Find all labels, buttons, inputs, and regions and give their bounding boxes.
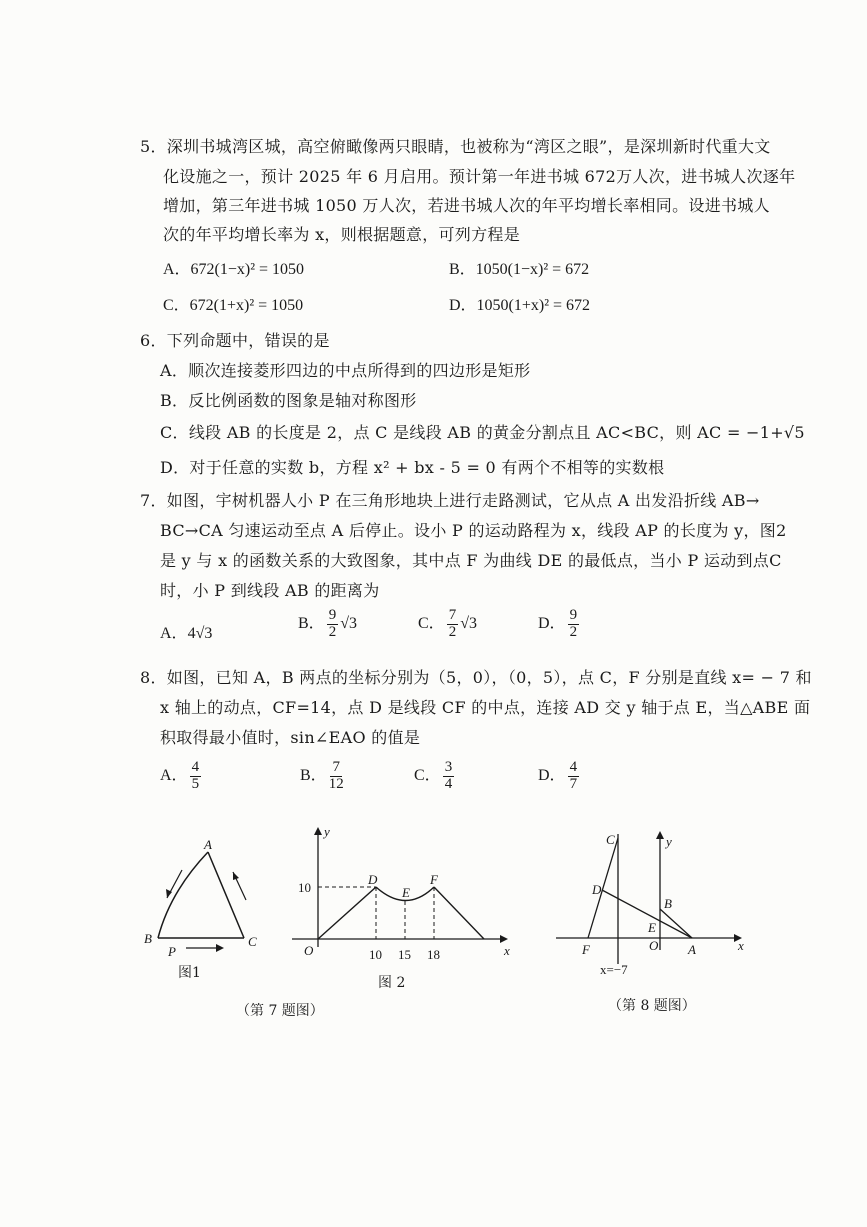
q8-line-2: x 轴上的动点，CF=14，点 D 是线段 CF 的中点，连接 AD 交 y 轴于点 E，当△ABE 面 <box>160 698 811 717</box>
curve-od <box>318 887 376 939</box>
q7-option-c: C． $\frac{7}{2}$ √3 <box>418 607 477 640</box>
x-tick-15: 15 <box>398 947 411 962</box>
x-label: x <box>504 943 510 958</box>
q5-line-2: 化设施之一，预计 2025 年 6 月启用。预计第一年进书城 672万人次，进书城人次逐年 <box>163 167 796 186</box>
label-d: D <box>368 872 378 887</box>
label-c: C <box>606 832 615 847</box>
x-label: x <box>738 938 744 953</box>
label-a: A <box>204 837 212 852</box>
q7-figure-caption: （第 7 题图） <box>236 1003 324 1019</box>
q7-line-4: 时，小 P 到线段 AB 的距离为 <box>160 581 380 600</box>
arrow-bottom-head-icon <box>216 944 224 952</box>
label-c: C <box>248 934 257 949</box>
q7-option-a: A．4√3 <box>160 625 213 642</box>
arrow-right-head-icon <box>233 872 239 880</box>
q8-line-1: 8．如图，已知 A，B 两点的坐标分别为（5，0），（0，5），点 C，F 分别是直线 x= − 7 和 <box>140 668 812 687</box>
q8-line-3: 积取得最小值时，sin∠EAO 的值是 <box>160 728 421 747</box>
q7-option-b-frac: $\frac{9}{2}$ <box>328 607 337 640</box>
y-label: y <box>324 824 330 839</box>
q6-option-d: D．对于任意的实数 b，方程 x² + bx - 5 = 0 有两个不相等的实数根 <box>160 458 665 477</box>
y-axis-arrow-icon <box>656 831 664 839</box>
triangle-ca <box>208 852 244 938</box>
figure-1-caption: 图1 <box>178 965 201 981</box>
x-tick-10: 10 <box>369 947 382 962</box>
q6-option-a: A．顺次连接菱形四边的中点所得到的四边形是矩形 <box>160 361 531 380</box>
q7-option-c-frac: $\frac{7}{2}$ <box>448 607 457 640</box>
q8-option-c: C． $\frac{3}{4}$ <box>414 759 453 792</box>
q5-option-a: A．672(1−x)² = 1050 <box>163 261 305 278</box>
y-axis-arrow-icon <box>314 827 322 835</box>
q5-line-1: 5．深圳书城湾区城，高空俯瞰像两只眼睛，也被称为“湾区之眼”，是深圳新时代重大文 <box>140 137 771 156</box>
origin-label: O <box>304 943 314 958</box>
label-p: P <box>168 944 176 959</box>
figure-2-caption: 图 2 <box>378 975 406 991</box>
line-x-neg7-label: x=−7 <box>600 962 628 977</box>
q8-figure-caption: （第 8 题图） <box>608 998 696 1014</box>
figure-2-graph <box>284 822 520 972</box>
q5-line-3: 增加，第三年进书城 1050 万人次，若进书城人次的年平均增长率相同。设进书城人 <box>163 196 770 215</box>
q8-option-a: A． $\frac{4}{5}$ <box>160 759 200 792</box>
q7-line-2: BC→CA 匀速运动至点 A 后停止。设小 P 的运动路程为 x，线段 AP 的长度为 y，图2 <box>160 521 787 540</box>
label-o: O <box>649 938 659 953</box>
label-d: D <box>592 882 602 897</box>
label-b: B <box>664 896 672 911</box>
figure-1-triangle <box>140 832 270 962</box>
q5-option-d: D．1050(1+x)² = 672 <box>449 297 591 314</box>
q7-option-d-frac: $\frac{9}{2}$ <box>569 607 578 640</box>
q8-option-d: D． $\frac{4}{7}$ <box>538 759 578 792</box>
x-axis-arrow-icon <box>500 935 508 943</box>
q5-line-4: 次的年平均增长率为 x，则根据题意，可列方程是 <box>163 225 521 244</box>
q8-option-b: B． $\frac{7}{12}$ <box>300 759 344 792</box>
label-f: F <box>582 942 590 957</box>
q6-option-c: C．线段 AB 的长度是 2，点 C 是线段 AB 的黄金分割点且 AC<BC，则 AC = −1+√5 <box>160 423 805 442</box>
x-tick-18: 18 <box>427 947 440 962</box>
q7-option-d: D． $\frac{9}{2}$ <box>538 607 578 640</box>
q7-option-a-value: 4√3 <box>187 625 213 642</box>
q6-stem: 6．下列命题中，错误的是 <box>140 331 330 350</box>
triangle-ab <box>158 852 208 938</box>
q7-line-1: 7．如图，宇树机器人小 P 在三角形地块上进行走路测试，它从点 A 出发沿折线 AB→ <box>140 491 760 510</box>
q7-line-3: 是 y 与 x 的函数关系的大致图象，其中点 F 为曲线 DE 的最低点，当小 P 运动到点C <box>160 551 782 570</box>
q5-option-b: B．1050(1−x)² = 672 <box>449 261 590 278</box>
y-tick-10: 10 <box>298 880 311 895</box>
label-e: E <box>648 920 656 935</box>
label-a: A <box>688 942 696 957</box>
q6-option-b: B．反比例函数的图象是轴对称图形 <box>160 391 417 410</box>
label-e: E <box>402 885 410 900</box>
curve-f-end <box>434 887 484 939</box>
q7-option-b: B． $\frac{9}{2}$ √3 <box>298 607 357 640</box>
q5-option-c: C．672(1+x)² = 1050 <box>163 297 304 314</box>
figure-8-diagram <box>552 826 752 978</box>
y-label: y <box>666 834 672 849</box>
label-f: F <box>430 872 438 887</box>
label-b: B <box>144 931 152 946</box>
segment-ad <box>602 890 692 938</box>
